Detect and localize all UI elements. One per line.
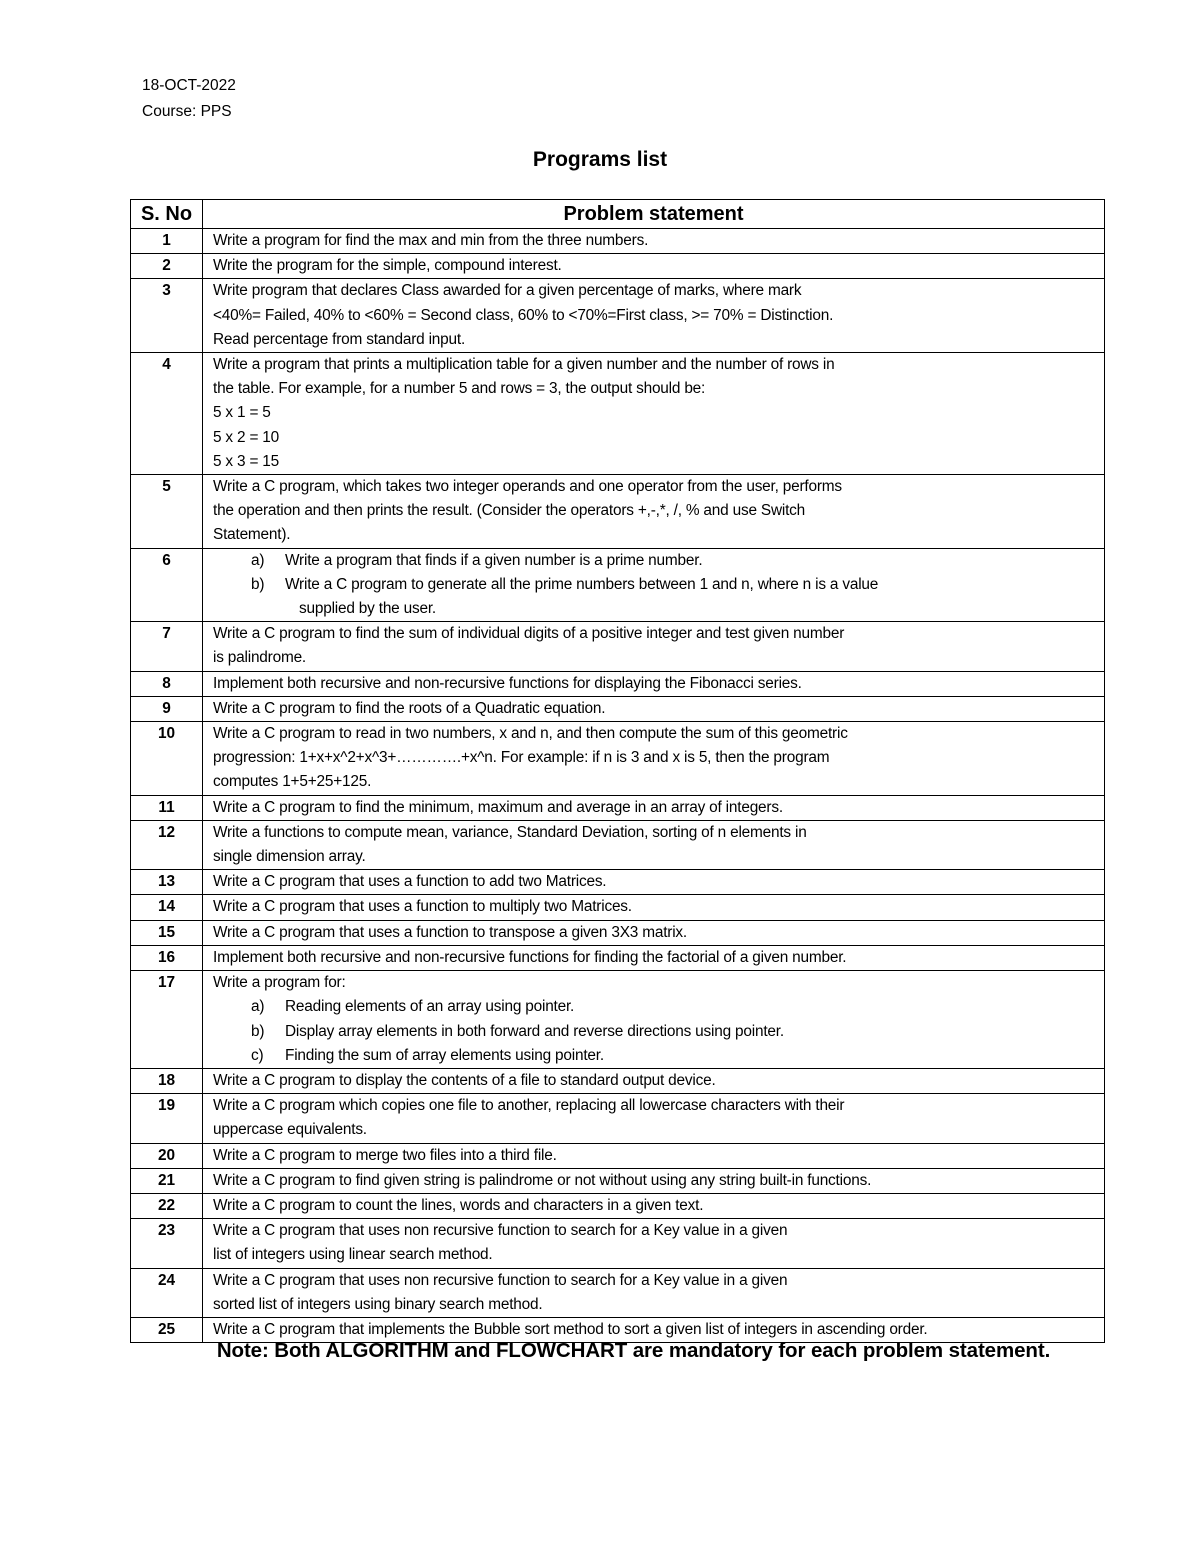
statement-line: Read percentage from standard input. [213,330,466,348]
problem-statement [203,671,1105,696]
table-row [131,1193,1105,1218]
table-row [131,971,1105,1069]
course-label: Course: PPS [142,103,232,120]
statement-line: Write a C program that implements the Bubble sort method to sort a given list of integers in ascending order. [213,1320,928,1338]
problem-statement [203,254,1105,279]
serial-number: 13 [131,870,203,895]
serial-number: 8 [131,671,203,696]
table-row [131,920,1105,945]
table-row [131,1168,1105,1193]
sub-item-line: Finding the sum of array elements using pointer. [285,1046,604,1064]
serial-number: 21 [131,1168,203,1193]
statement-line: computes 1+5+25+125. [213,773,372,791]
sub-item-marker: a) [251,551,265,569]
statement-line: Write a C program to find the minimum, maximum and average in an array of integers. [213,798,783,816]
table-row [131,696,1105,721]
table-header-row [131,200,1105,229]
serial-number: 23 [131,1219,203,1268]
serial-number: 6 [131,548,203,622]
serial-number: 9 [131,696,203,721]
problem-statement [203,353,1105,475]
table-row [131,1268,1105,1317]
statement-line: 5 x 3 = 15 [213,452,280,470]
serial-number: 17 [131,971,203,1069]
serial-number: 16 [131,945,203,970]
sub-item-marker: b) [251,1022,265,1040]
serial-number: 18 [131,1068,203,1093]
sub-item-line: supplied by the user. [299,600,436,618]
footer-note: Note: Both ALGORITHM and FLOWCHART are mandatory for each problem statement. [216,1339,1051,1362]
table-row [131,870,1105,895]
statement-line: Implement both recursive and non-recursive functions for displaying the Fibonacci series. [213,674,802,692]
problem-statement [203,1219,1105,1268]
problem-statement [203,548,1105,622]
serial-number: 12 [131,820,203,869]
serial-number: 11 [131,795,203,820]
statement-line: Write a C program to find the sum of individual digits of a positive integer and test given number [213,625,845,643]
statement-line: Write a C program to display the contents of a file to standard output device. [213,1071,716,1089]
table-row [131,622,1105,671]
serial-number: 25 [131,1317,203,1342]
statement-line: Write a program for find the max and min from the three numbers. [213,232,649,249]
sub-item-marker: c) [251,1046,264,1064]
page-title: Programs list [532,148,668,171]
statement-line: Write a C program that uses non recursive function to search for a Key value in a given [213,1222,788,1240]
sub-item [213,995,1100,1019]
statement-line: Write a C program to find the roots of a Quadratic equation. [213,699,606,717]
table-row [131,548,1105,622]
table-row [131,671,1105,696]
statement-line: Write a C program to find given string is palindrome or not without using any string built-in functions. [213,1171,872,1189]
serial-number: 3 [131,279,203,353]
statement-line: Write a C program that uses a function to multiply two Matrices. [213,898,632,916]
statement-line: Write a C program to count the lines, words and characters in a given text. [213,1196,704,1214]
problem-statement [203,1068,1105,1093]
table-row [131,229,1105,254]
statement-line: Write a C program, which takes two integer operands and one operator from the user, performs [213,478,842,496]
problem-statement [203,1168,1105,1193]
table-row [131,1094,1105,1143]
statement-line: uppercase equivalents. [213,1121,367,1139]
problem-statement [203,229,1105,254]
serial-number: 10 [131,722,203,796]
serial-number: 20 [131,1143,203,1168]
problem-statement [203,279,1105,353]
column-header-sno: S. No [131,200,203,229]
problem-statement [203,1268,1105,1317]
serial-number: 1 [131,229,203,254]
statement-line: the operation and then prints the result. (Consider the operators +,-,*, /, % and use Switch [213,502,806,520]
statement-line: Write a C program which copies one file to another, replacing all lowercase characters with their [213,1097,845,1115]
problem-statement [203,1094,1105,1143]
statement-line: Write a C program to read in two numbers, x and n, and then compute the sum of this geometric [213,725,848,743]
sub-item-line: Reading elements of an array using pointer. [285,998,575,1016]
table-row [131,1143,1105,1168]
sub-item-line: Write a C program to generate all the prime numbers between 1 and n, where n is a value [285,575,879,593]
serial-number: 22 [131,1193,203,1218]
statement-line: sorted list of integers using binary search method. [213,1295,543,1313]
serial-number: 4 [131,353,203,475]
table-row [131,353,1105,475]
statement-line: Write a functions to compute mean, variance, Standard Deviation, sorting of n elements in [213,823,807,841]
statement-line: the table. For example, for a number 5 and rows = 3, the output should be: [213,380,706,398]
sub-item-line: Display array elements in both forward and reverse directions using pointer. [285,1022,784,1040]
statement-line: Implement both recursive and non-recursive functions for finding the factorial of a given number. [213,948,847,966]
column-header-statement: Problem statement [203,200,1105,229]
statement-line: Write a C program to merge two files into a third file. [213,1146,557,1164]
statement-line: Write a C program that uses a function to transpose a given 3X3 matrix. [213,923,687,941]
statement-line: single dimension array. [213,848,366,866]
statement-line: Write the program for the simple, compound interest. [213,257,562,275]
table-row [131,722,1105,796]
sub-item-marker: a) [251,998,265,1016]
statement-line: Write a program that prints a multiplication table for a given number and the number of rows in [213,356,835,374]
serial-number: 2 [131,254,203,279]
sub-item-marker: b) [251,575,265,593]
statement-line: Write a C program that uses a function to add two Matrices. [213,873,607,891]
table-row [131,820,1105,869]
table-row [131,795,1105,820]
sub-item [213,1044,1100,1068]
statement-line: Write program that declares Class awarded for a given percentage of marks, where mark [213,282,802,300]
statement-line: progression: 1+x+x^2+x^3+………….+x^n. For example: if n is 3 and x is 5, then the program [213,749,830,767]
table-row [131,945,1105,970]
statement-line: Statement). [213,526,291,544]
problem-statement [203,945,1105,970]
sub-item-line: Write a program that finds if a given number is a prime number. [285,551,703,569]
problem-statement [203,895,1105,920]
table-row [131,475,1105,549]
sub-item [213,549,1100,573]
serial-number: 5 [131,475,203,549]
statement-line: Write a program for: [213,974,346,992]
problem-statement [203,622,1105,671]
problem-statement [203,870,1105,895]
table-row [131,279,1105,353]
serial-number: 14 [131,895,203,920]
problem-statement [203,820,1105,869]
serial-number: 24 [131,1268,203,1317]
serial-number: 15 [131,920,203,945]
problem-statement [203,1193,1105,1218]
statement-line: list of integers using linear search method. [213,1246,493,1264]
table-row [131,1068,1105,1093]
problem-statement [203,722,1105,796]
statement-line: 5 x 1 = 5 [213,404,271,422]
serial-number: 19 [131,1094,203,1143]
problem-statement [203,920,1105,945]
problem-statement [203,1143,1105,1168]
sub-item [213,573,1100,621]
statement-line: Write a C program that uses non recursive function to search for a Key value in a given [213,1271,788,1289]
statement-line: is palindrome. [213,649,307,667]
statement-line: <40%= Failed, 40% to <60% = Second class, 60% to <70%=First class, >= 70% = Distinction. [213,306,834,324]
programs-table [130,199,1105,1343]
problem-statement [203,971,1105,1069]
table-row [131,895,1105,920]
problem-statement [203,795,1105,820]
problem-statement [203,696,1105,721]
problem-statement [203,475,1105,549]
table-row [131,1219,1105,1268]
document-date: 18-OCT-2022 [142,77,236,94]
table-row [131,254,1105,279]
statement-line: 5 x 2 = 10 [213,428,280,446]
sub-item [213,1020,1100,1044]
serial-number: 7 [131,622,203,671]
table-body [131,229,1105,1343]
